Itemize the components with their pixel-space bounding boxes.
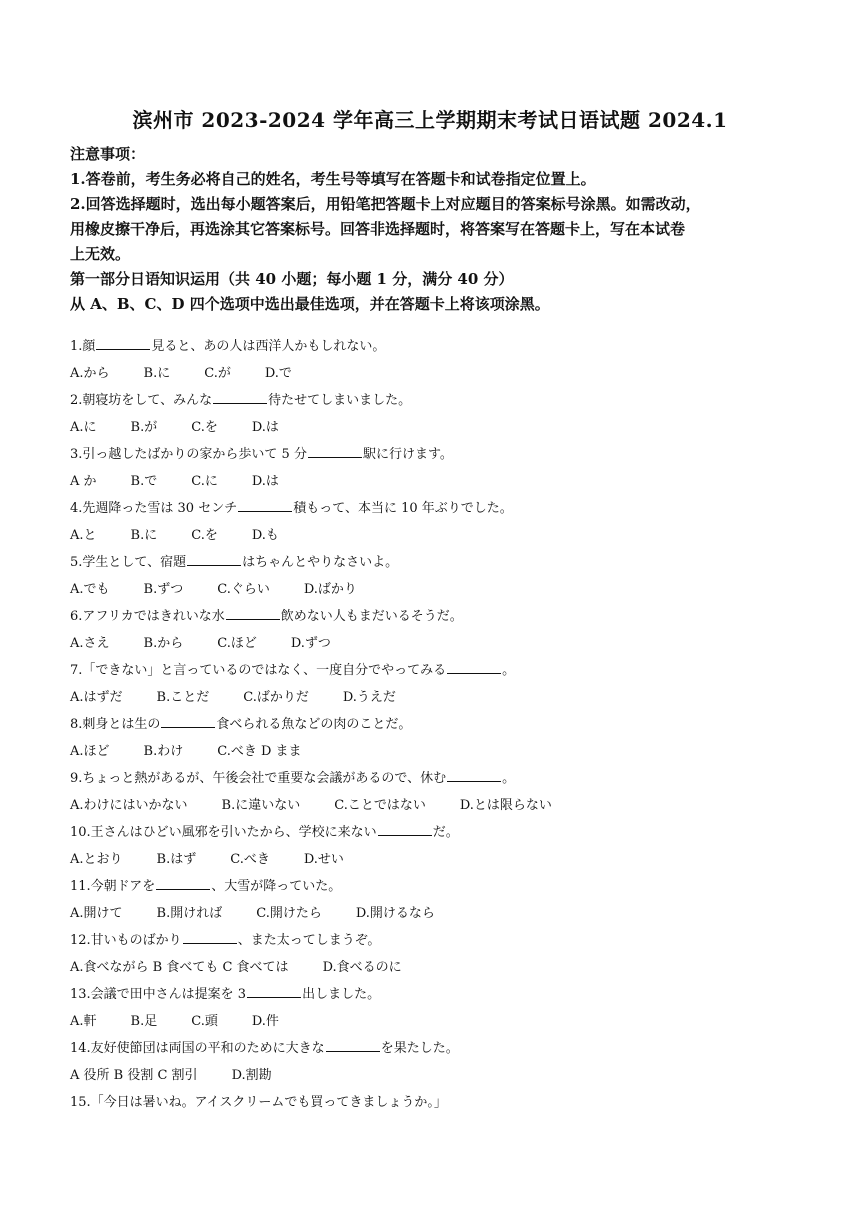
answer-blank (187, 552, 241, 566)
question-text: 15.「今日は暑いね。アイスクリームでも買ってきましょうか。」 (70, 1095, 447, 1110)
option: B.で (130, 474, 158, 489)
option: D.ばかり (303, 582, 357, 597)
question-text: 14.友好使節団は両国の平和のために大きな (70, 1041, 325, 1056)
question-text: 11.今朝ドアを (70, 879, 156, 894)
answer-blank (161, 714, 215, 728)
option: D.ずつ (290, 636, 331, 651)
question-stem (70, 549, 805, 576)
option: C.を (191, 420, 218, 435)
option-row (70, 900, 805, 927)
option-row (70, 630, 805, 657)
option: D.件 (251, 1014, 279, 1029)
question-text: 。 (502, 771, 516, 786)
question-text: はちゃんとやりなさいよ。 (242, 555, 399, 570)
option: A.わけにはいかない (70, 798, 188, 813)
question-stem (70, 387, 805, 414)
section-heading: 第一部分日语知识运用（共 40 小题；每小题 1 分，满分 40 分） (70, 270, 514, 288)
option: B.に違いない (221, 798, 301, 813)
option-row (70, 576, 805, 603)
question-text: 、大雪が降っていた。 (211, 879, 342, 894)
option: D.も (251, 528, 279, 543)
answer-blank (213, 390, 267, 404)
question-text: 8.刺身とは生の (70, 717, 161, 732)
option-row (70, 954, 805, 981)
question-stem (70, 873, 805, 900)
note-line: 注意事项： (70, 145, 146, 163)
option: C.べき (230, 852, 270, 867)
option: D.せい (303, 852, 344, 867)
option: B.に (130, 528, 158, 543)
question-text: 12.甘いものばかり (70, 933, 182, 948)
option: A.から (70, 366, 110, 381)
question-stem (70, 657, 805, 684)
question-text: 見ると、あの人は西洋人かもしれない。 (151, 339, 386, 354)
question-text: 。 (502, 663, 516, 678)
option: C.べき D まま (217, 744, 302, 759)
question-stem (70, 1089, 805, 1116)
question-list (70, 333, 805, 1116)
option: B.足 (130, 1014, 158, 1029)
instructions (70, 142, 805, 317)
question-stem (70, 711, 805, 738)
option: C.開けたら (256, 906, 322, 921)
option-row (70, 360, 805, 387)
option-row (70, 846, 805, 873)
option: C.に (191, 474, 218, 489)
option-row (70, 468, 805, 495)
option: C.頭 (191, 1014, 218, 1029)
question-text: 、また太ってしまうぞ。 (237, 933, 381, 948)
question-stem (70, 441, 805, 468)
note-line: 上无效。 (70, 245, 131, 263)
option: B.はず (156, 852, 197, 867)
option: B.わけ (143, 744, 184, 759)
option-row (70, 1008, 805, 1035)
option: D.食べるのに (322, 960, 402, 975)
option: C.ばかりだ (243, 690, 309, 705)
question-text: 7.「できない」と言っているのではなく、一度自分でやってみる (70, 663, 447, 678)
answer-blank (247, 984, 301, 998)
question-text: 待たせてしまいました。 (268, 393, 412, 408)
option: A.軒 (70, 1014, 97, 1029)
question-stem (70, 765, 805, 792)
option: A.とおり (70, 852, 123, 867)
question-stem (70, 495, 805, 522)
question-text: 飲めない人もまだいるそうだ。 (280, 609, 463, 624)
answer-blank (238, 498, 292, 512)
option: A.はずだ (70, 690, 123, 705)
option: B.開ければ (156, 906, 223, 921)
answer-blank (96, 336, 150, 350)
option: A.ほど (70, 744, 110, 759)
question-text: だ。 (432, 825, 459, 840)
question-text: 4.先週降った雪は 30 センチ (70, 501, 238, 516)
question-text: 食べられる魚などの肉のことだ。 (216, 717, 412, 732)
question-text: 駅に行けます。 (362, 447, 453, 462)
option: D.は (251, 474, 279, 489)
option: A.と (70, 528, 97, 543)
option: C.が (204, 366, 231, 381)
option: A か (70, 474, 97, 489)
option: C.ぐらい (217, 582, 270, 597)
question-text: 9.ちょっと熱があるが、午後会社で重要な会議があるので、休む (70, 771, 447, 786)
section-instruction: 从 A、B、C、D 四个选项中选出最佳选项，并在答题卡上将该项涂黑。 (70, 295, 550, 313)
question-text: 5.学生として、宿題 (70, 555, 187, 570)
option: A.さえ (70, 636, 110, 651)
answer-blank (308, 444, 362, 458)
answer-blank (326, 1038, 380, 1052)
option: B.から (143, 636, 184, 651)
question-text: 出しました。 (302, 987, 381, 1002)
answer-blank (183, 930, 237, 944)
option: A.食べながら B 食べても C 食べては (70, 960, 289, 975)
option: C.ほど (217, 636, 257, 651)
answer-blank (447, 768, 501, 782)
note-line: 用橡皮擦干净后，再选涂其它答案标号。回答非选择题时，将答案写在答题卡上，写在本试卷 (70, 220, 686, 238)
question-stem (70, 603, 805, 630)
option: D.うえだ (342, 690, 396, 705)
option: C.ことではない (334, 798, 426, 813)
question-text: 1.顔 (70, 339, 96, 354)
answer-blank (447, 660, 501, 674)
option: A.に (70, 420, 97, 435)
question-text: 3.引っ越したばかりの家から歩いて 5 分 (70, 447, 307, 462)
question-text: を果たした。 (380, 1041, 459, 1056)
option: D.とは限らない (459, 798, 552, 813)
note-line: 2.回答选择题时，选出每小题答案后，用铅笔把答题卡上对应题目的答案标号涂黑。如需改动， (70, 195, 701, 213)
option-row (70, 1062, 805, 1089)
option: D.で (264, 366, 292, 381)
question-text: 2.朝寝坊をして、みんな (70, 393, 213, 408)
question-stem (70, 1035, 805, 1062)
answer-blank (226, 606, 280, 620)
option: A.開けて (70, 906, 123, 921)
option: D.開けるなら (355, 906, 435, 921)
option: B.に (143, 366, 171, 381)
option: B.ことだ (156, 690, 210, 705)
question-text: 6.アフリカではきれいな水 (70, 609, 225, 624)
question-stem (70, 981, 805, 1008)
question-text: 13.会議で田中さんは提案を 3 (70, 987, 247, 1002)
option-row (70, 738, 805, 765)
option: D.割勘 (231, 1068, 272, 1083)
question-stem (70, 333, 805, 360)
answer-blank (156, 876, 210, 890)
question-stem (70, 819, 805, 846)
option: A.でも (70, 582, 110, 597)
question-stem (70, 927, 805, 954)
option: A 役所 B 役割 C 割引 (70, 1068, 198, 1083)
option-row (70, 522, 805, 549)
option-row (70, 792, 805, 819)
option: B.が (130, 420, 158, 435)
answer-blank (378, 822, 432, 836)
option: B.ずつ (143, 582, 184, 597)
page-title: 滨州市 2023-2024 学年高三上学期期末考试日语试题 2024.1 (132, 108, 728, 132)
note-line: 1.答卷前，考生务必将自己的姓名，考生号等填写在答题卡和试卷指定位置上。 (70, 170, 596, 188)
option: C.を (191, 528, 218, 543)
option-row (70, 414, 805, 441)
question-text: 10.王さんはひどい風邪を引いたから、学校に来ない (70, 825, 377, 840)
option: D.は (251, 420, 279, 435)
question-text: 積もって、本当に 10 年ぶりでした。 (293, 501, 513, 516)
option-row (70, 684, 805, 711)
